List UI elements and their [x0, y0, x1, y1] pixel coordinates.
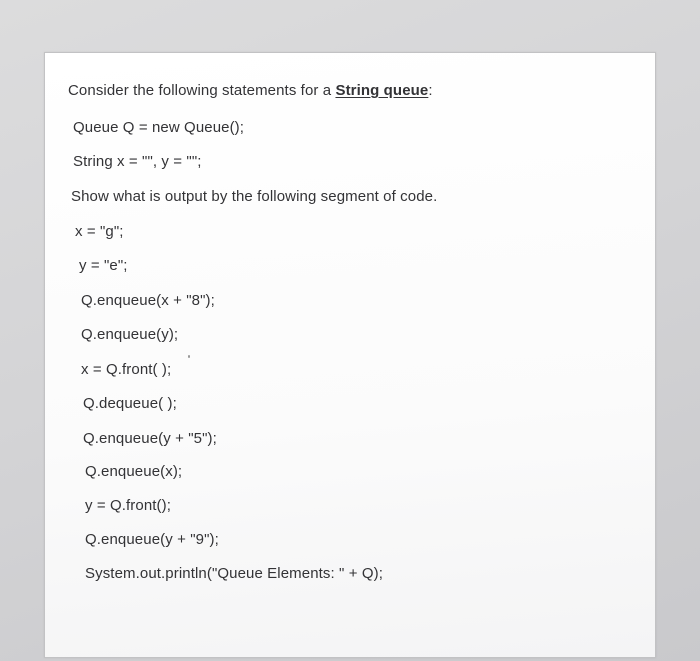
code-line: x = Q.front( ); [81, 361, 172, 378]
prompt-suffix: : [428, 82, 433, 99]
code-line: x = "g"; [75, 223, 124, 240]
code-line: y = "e"; [79, 257, 128, 274]
code-line: Q.enqueue(x + "8"); [81, 292, 215, 309]
code-line: Q.enqueue(y + "5"); [83, 430, 217, 447]
prompt-emphasis: String queue [335, 82, 429, 99]
code-line: y = Q.front(); [85, 497, 172, 514]
code-line: Q.enqueue(x); [85, 463, 183, 480]
code-line: System.out.println("Queue Elements: " + Q); [85, 565, 383, 582]
paper-speck [188, 355, 190, 358]
prompt-prefix: Consider the following statements for a [68, 82, 336, 99]
code-line: Q.dequeue( ); [83, 395, 177, 412]
question-paper [44, 52, 656, 658]
code-line: Q.enqueue(y + "9"); [85, 531, 219, 548]
declaration-line: String x = "", y = ""; [73, 153, 202, 170]
declaration-line: Queue Q = new Queue(); [73, 119, 245, 136]
code-line: Q.enqueue(y); [81, 326, 179, 343]
instruction-line: Show what is output by the following segment of code. [71, 188, 438, 205]
prompt-line [68, 82, 433, 99]
